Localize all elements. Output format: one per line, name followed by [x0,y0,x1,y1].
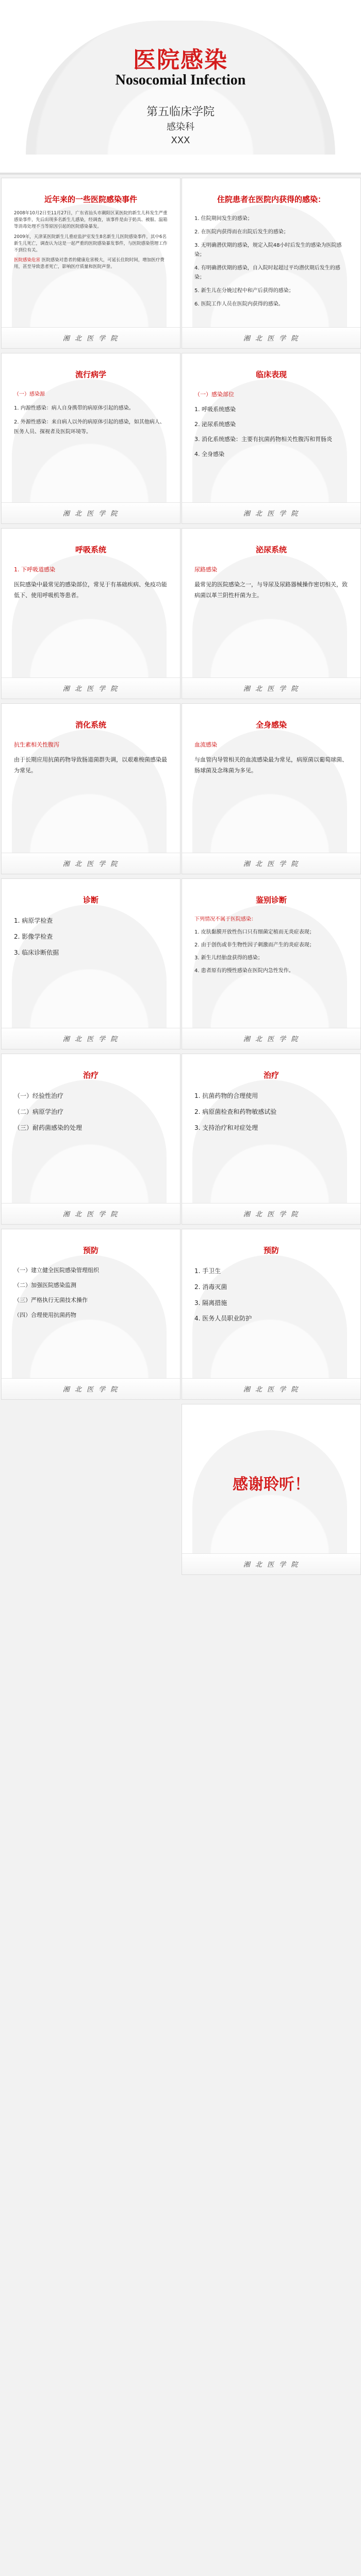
paragraph: 1. 内源性感染：病人自身携带的病原体引起的感染。 [14,405,134,411]
school-logo: 湘 北 医 学 院 [62,335,119,343]
list-item: 4. 全身感染 [194,450,224,457]
slide-9[interactable] [1,878,180,1049]
list-item: （三）耐药菌感染的处理 [14,1124,83,1131]
slide-10[interactable] [182,878,361,1049]
list-item: 3. 隔离措施 [194,1299,227,1307]
cover-school: 第五临床学院 [146,106,215,118]
section-label: （一）感染源 [14,392,45,397]
slide-title: 预防 [263,1246,279,1255]
slide-13[interactable] [1,1229,180,1400]
slide-2[interactable] [182,178,361,349]
slide-body [14,565,168,605]
slide-14[interactable] [182,1229,361,1400]
list-item: 下列情况不属于医院感染： [194,917,256,922]
slide-6[interactable] [182,528,361,699]
slide-title: 鉴别诊断 [255,895,287,905]
list-item: 2. 由于创伤或非生物性因子刺激而产生的炎症表现； [194,942,315,948]
list-item: 2. 消毒灭菌 [194,1283,227,1291]
slide-title: 消化系统 [75,720,106,730]
section-label: 1. 下呼吸道感染 [14,566,55,573]
slide-title: 住院患者在医院内获得的感染： [217,195,325,204]
school-logo: 湘 北 医 学 院 [243,1386,300,1394]
cover-title: 医院感染 [133,47,228,73]
list-item: 2. 病原菌检查和药物敏感试验 [194,1108,277,1115]
thanks-text: 感谢聆听！ [233,1476,310,1494]
list-item: 3. 新生儿经胎盘获得的感染； [194,955,263,961]
section-label: （一）感染部位 [194,391,234,398]
slide-title: 临床表现 [255,370,287,379]
paragraph: 由于长期应用抗菌药物导致肠道菌群失调，以艰难梭菌感染最为常见。 [14,756,167,774]
list-item: 1. 病原学检查 [14,917,53,924]
school-logo: 湘 北 医 学 院 [62,685,119,693]
slide-body [194,389,348,464]
school-logo: 湘 北 医 学 院 [243,685,300,693]
paragraph: 2008年10月2日至11月27日，广东省汕头市潮阳区某医院的新生儿科发生严重感染事件，先后出现多名新生儿感染，经调查，该事件是由于奶具、被服、温箱等消毒处理不当等原因引起的医院感染暴发。 [14,211,168,230]
list-item: 3. 临床诊断依据 [14,948,59,956]
list-item: 1. 呼吸系统感染 [194,405,236,413]
slide-thanks[interactable] [182,1404,361,1575]
slide-body [194,1090,348,1138]
slide-title: 流行病学 [75,370,106,379]
cover-subtitle-en: Nosocomial Infection [115,72,246,88]
slide-body [14,389,168,441]
slide-title: 近年来的一些医院感染事件 [44,195,137,204]
slide-7[interactable] [1,703,180,874]
list-item: 1. 住院期间发生的感染； [194,216,253,222]
list-item: 1. 抗菌药物的合理使用 [194,1092,258,1099]
school-logo: 湘 北 医 学 院 [243,860,300,868]
slide-1[interactable] [1,178,180,349]
slide-title: 呼吸系统 [75,545,106,554]
list-item: （一）经验性治疗 [14,1092,64,1099]
school-logo: 湘 北 医 学 院 [243,1561,300,1569]
slide-title: 全身感染 [255,720,287,730]
slide-body [14,1090,168,1138]
list-item: （一）建立健全医院感染管理组织 [14,1267,99,1274]
slide-body [194,214,348,313]
slide-title: 预防 [83,1246,99,1255]
list-item: 3. 无明确潜伏期的感染，规定入院48小时后发生的感染为医院感染； [194,243,342,258]
slide-3[interactable] [1,353,180,524]
slide-body [14,210,168,274]
slide-8[interactable] [182,703,361,874]
slide-4[interactable] [182,353,361,524]
list-item: 4. 有明确潜伏期的感染，自入院时起超过平均潜伏期后发生的感染； [194,265,340,280]
list-item: 4. 医务人员职业防护 [194,1315,252,1323]
school-logo: 湘 北 医 学 院 [243,510,300,518]
slide-5[interactable] [1,528,180,699]
section-label: 血流感染 [194,741,217,748]
slide-title: 治疗 [263,1071,279,1080]
slide-title: 诊断 [83,895,99,905]
school-logo: 湘 北 医 学 院 [62,1386,119,1394]
slide-11[interactable] [1,1054,180,1225]
paragraph: 2. 外源性感染：来自病人以外的病原体引起的感染，如其他病人、医务人员、探视者及医院环境等。 [14,419,165,435]
slide-title: 泌尿系统 [255,545,287,554]
list-item: （三）严格执行无菌技术操作 [14,1296,88,1303]
list-item: 2. 在医院内获得而在出院后发生的感染； [194,229,289,235]
slide-body [194,740,348,781]
section-label: 尿路感染 [194,566,217,573]
list-item: 5. 新生儿在分娩过程中和产后获得的感染； [194,288,294,294]
school-logo: 湘 北 医 学 院 [243,335,300,343]
list-item: （二）病原学治疗 [14,1108,64,1115]
school-logo: 湘 北 医 学 院 [62,1036,119,1043]
school-logo: 湘 北 医 学 院 [243,1036,300,1043]
list-item: 3. 消化系统感染：主要有抗菌药物相关性腹泻和胃肠炎 [194,435,332,443]
list-item: 3. 支持治疗和对症处理 [194,1124,258,1131]
slide-body [194,915,348,979]
school-logo: 湘 北 医 学 院 [243,1211,300,1218]
list-item: 2. 泌尿系统感染 [194,420,236,428]
school-logo: 湘 北 医 学 院 [62,510,119,518]
cover-author: XXX [171,135,190,146]
list-item: 1. 皮肤黏膜开放性伤口只有细菌定植而无炎症表现； [194,929,315,935]
section-label: 抗生素相关性腹泻 [14,741,59,748]
list-item: 2. 影像学检查 [14,933,53,940]
list-item: 1. 手卫生 [194,1267,221,1275]
paragraph: 与血管内导管相关的血流感染最为常见，病原菌以葡萄球菌、肠球菌及念珠菌为多见。 [194,756,348,774]
slide-body [194,1265,348,1329]
list-item: 6. 医院工作人员在医院内获得的感染。 [194,301,284,307]
paragraph: 最常见的医院感染之一，与导尿及尿路器械操作密切相关，致病菌以革兰阴性杆菌为主。 [194,581,348,599]
highlight-label: 医院感染危害 [14,258,41,263]
school-logo: 湘 北 医 学 院 [62,860,119,868]
paragraph: 2009年，天津某医院新生儿重症监护室发生8名新生儿医院感染事件，其中6名新生儿死亡，调查认为这是一起严重的医院感染暴发事件，与医院感染管理工作不到位有关。 [14,234,168,253]
slide-body [14,1265,168,1325]
paragraph: 医院感染中最常见的感染部位，常见于有基础疾病、免疫功能低下、使用呼吸机等患者。 [14,581,167,599]
cover-dept: 感染科 [167,122,194,132]
slide-12[interactable] [182,1054,361,1225]
highlight-text: 医院感染对患者的健康危害极大，可延长住院时间，增加医疗费用，甚至导致患者死亡，影响医疗质量和医院声誉。 [14,258,165,270]
slide-title: 治疗 [83,1071,99,1080]
school-logo: 湘 北 医 学 院 [62,1211,119,1218]
slide-body [194,565,348,605]
slide-body [14,740,168,781]
list-item: （四）合理使用抗菌药物 [14,1311,76,1318]
list-item: （二）加强医院感染监测 [14,1281,76,1289]
list-item: 4. 患者原有的慢性感染在医院内急性发作。 [194,968,294,974]
slide-body [14,915,168,962]
cover-slide[interactable] [0,0,361,175]
